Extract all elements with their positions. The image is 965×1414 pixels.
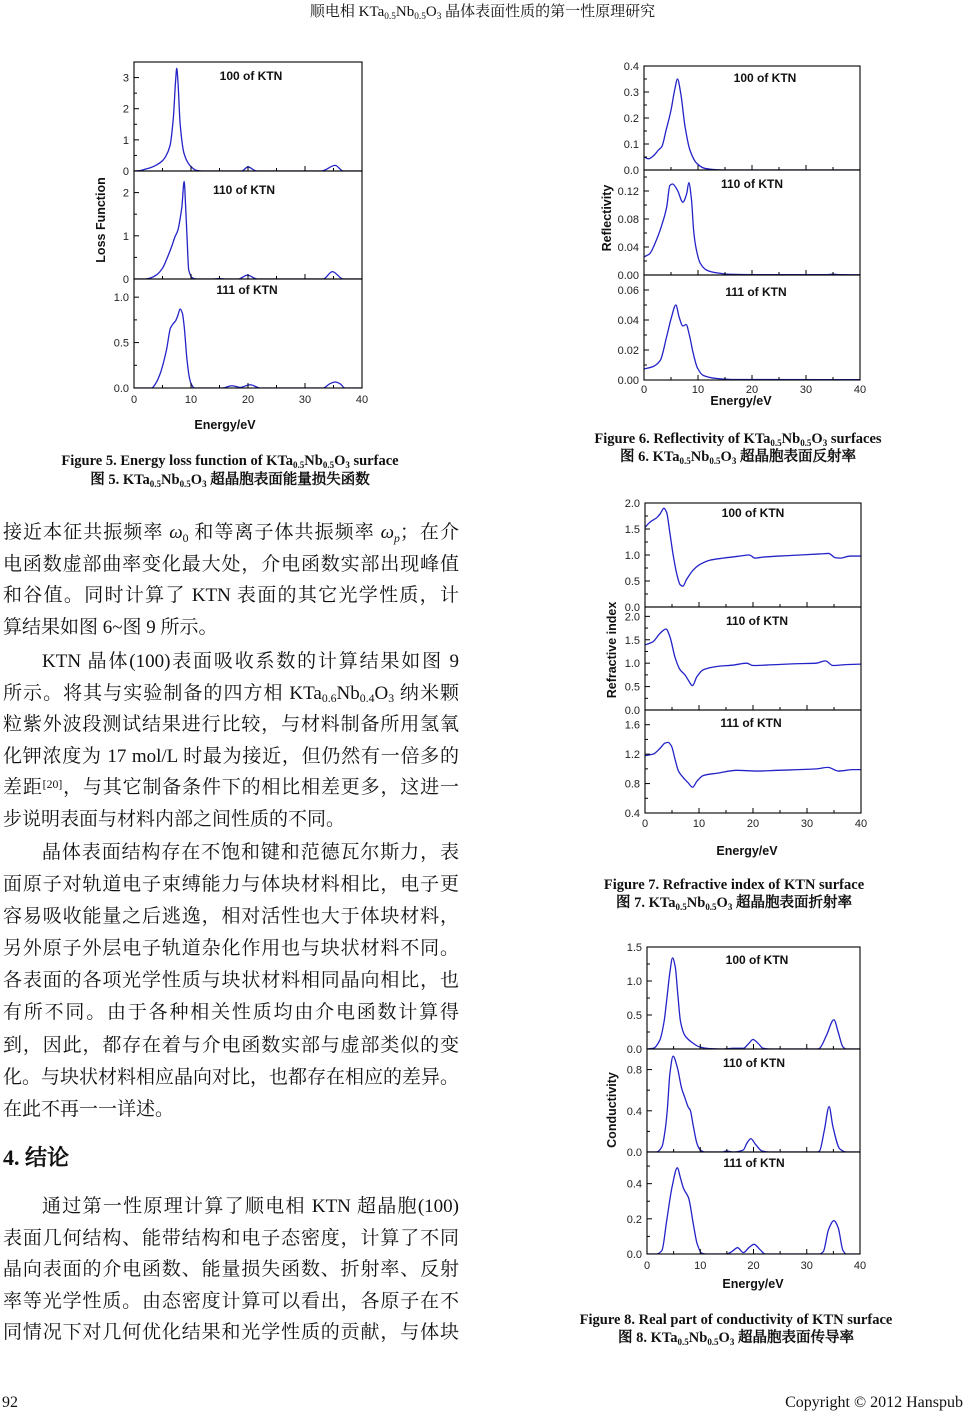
series-line bbox=[134, 68, 362, 171]
y-tick-label: 0.8 bbox=[624, 778, 640, 791]
subscript: 0.5 bbox=[709, 455, 721, 466]
y-tick-label: 0.06 bbox=[617, 285, 639, 297]
y-tick-label: 0.4 bbox=[626, 1105, 642, 1118]
y-tick-label: 0.04 bbox=[617, 242, 639, 254]
subscript: 3 bbox=[345, 459, 350, 470]
text-line bbox=[3, 709, 459, 741]
y-tick-label: 0.08 bbox=[617, 214, 639, 226]
text-line bbox=[3, 933, 459, 965]
chart-panel bbox=[625, 607, 861, 717]
text-run: 到，因此，都存在着与介电函数实部与虚部类似的变 bbox=[3, 1034, 459, 1056]
text-run: 晶体表面性质的第一性原理研究 bbox=[441, 4, 656, 20]
subscript: 0.6 bbox=[321, 692, 337, 706]
y-tick-label: 0 bbox=[122, 166, 129, 178]
chart-panel bbox=[627, 942, 860, 1056]
y-tick-label: 3 bbox=[122, 72, 129, 85]
y-tick-label: 0.0 bbox=[624, 602, 640, 614]
y-tick-label: 1 bbox=[122, 134, 129, 147]
chart-panel bbox=[123, 171, 362, 286]
text-run: 表面几何结构、能带结构和电子态密度，计算了不同 bbox=[3, 1227, 459, 1249]
text-line bbox=[3, 869, 459, 901]
text-run: 电函数虚部曲率变化最大处，介电函数实部出现峰值 bbox=[3, 553, 459, 575]
text-run: 接近本征共振频率 bbox=[3, 522, 170, 543]
panel-title: 110 of KTN bbox=[725, 614, 789, 628]
subscript: 0.5 bbox=[414, 11, 426, 22]
y-tick-label: 1.0 bbox=[626, 976, 642, 988]
x-tick-label: 10 bbox=[692, 818, 706, 830]
text-run: 超晶胞表面反射率 bbox=[736, 449, 856, 465]
text-run: O bbox=[190, 472, 203, 488]
series-line bbox=[644, 183, 860, 275]
y-tick-label: 0.00 bbox=[617, 375, 639, 387]
text-run: 纳米颗 bbox=[394, 682, 459, 704]
y-tick-label: 1.2 bbox=[624, 749, 640, 762]
text-run: O bbox=[720, 449, 732, 465]
text-run: KTN 晶体(100)表面吸收系数的计算结果如图 9 bbox=[42, 651, 459, 672]
subscript: 3 bbox=[822, 437, 828, 448]
paragraph bbox=[3, 646, 459, 836]
y-tick-label: 1.5 bbox=[624, 524, 640, 536]
caption-chinese bbox=[0, 471, 460, 490]
text-run: Nb bbox=[781, 431, 801, 447]
y-tick-label: 0.4 bbox=[626, 1178, 642, 1191]
text-run: 在此不再一一详述。 bbox=[3, 1098, 175, 1120]
y-tick-label: 2.0 bbox=[624, 498, 640, 510]
subscript: 0.5 bbox=[800, 437, 812, 448]
x-tick-label: 30 bbox=[799, 384, 813, 396]
text-line bbox=[3, 741, 459, 773]
y-tick-label: 1.0 bbox=[113, 292, 129, 305]
text-run: 另外原子外层电子轨道杂化作用也与块状材料不同。 bbox=[3, 938, 459, 960]
text-line bbox=[3, 517, 459, 549]
text-run: 所示。将其与实验制备的四方相 KTa bbox=[3, 682, 322, 704]
x-tick-label: 20 bbox=[745, 384, 759, 396]
text-run: Nb bbox=[304, 453, 323, 469]
caption-english bbox=[560, 430, 916, 448]
y-tick-label: 0.1 bbox=[623, 139, 639, 151]
text-run: 有所不同。由于各种相关性质均由介电函数计算得 bbox=[3, 1002, 459, 1024]
subscript: 0.5 bbox=[677, 1336, 689, 1347]
math-symbol: ω bbox=[169, 522, 183, 543]
y-tick-label: 0.12 bbox=[617, 186, 639, 198]
text-run: Figure 6. Reflectivity of KTa bbox=[594, 431, 771, 447]
text-run: ；在介 bbox=[399, 522, 459, 543]
text-run: 图 6. KTa bbox=[620, 449, 680, 465]
text-run: 图 5. KTa bbox=[90, 472, 150, 488]
caption-english bbox=[0, 452, 460, 471]
x-tick-label: 10 bbox=[184, 394, 198, 406]
series-line bbox=[647, 958, 860, 1049]
text-line bbox=[3, 1286, 459, 1318]
subscript: 3 bbox=[436, 11, 442, 22]
subscript: 0.5 bbox=[293, 459, 305, 470]
chart-panel bbox=[627, 1152, 860, 1261]
panel-title: 100 of KTN bbox=[725, 953, 789, 967]
text-line bbox=[3, 1062, 459, 1094]
x-tick-label: 40 bbox=[854, 818, 868, 830]
x-tick-label: 0 bbox=[643, 1260, 651, 1272]
text-line bbox=[3, 1317, 459, 1349]
y-tick-label: 0.0 bbox=[113, 383, 129, 395]
chart-panel bbox=[624, 61, 860, 177]
x-tick-label: 30 bbox=[800, 1260, 813, 1272]
paragraph bbox=[3, 837, 459, 1126]
text-run: 粒紫外波段测试结果进行比较，与材料制备所用氢氧 bbox=[3, 714, 459, 736]
y-tick-label: 0.5 bbox=[113, 337, 129, 350]
text-run: Figure 5. Energy loss function of KTa bbox=[61, 453, 294, 469]
x-tick-label: 30 bbox=[298, 394, 312, 406]
text-line bbox=[3, 1094, 459, 1126]
series-line bbox=[644, 79, 860, 170]
chart-panel bbox=[627, 1049, 860, 1159]
x-tick-label: 20 bbox=[746, 818, 760, 830]
text-run: O bbox=[718, 1330, 730, 1346]
chart-panel bbox=[618, 275, 860, 387]
refractive-index-chart bbox=[590, 490, 880, 865]
y-tick-label: 0.0 bbox=[626, 1044, 642, 1056]
panel-title: 110 of KTN bbox=[212, 183, 276, 197]
series-line bbox=[647, 1056, 860, 1152]
subscript: 3 bbox=[729, 1336, 735, 1347]
text-run: 差距 bbox=[3, 777, 43, 799]
y-tick-label: 0 bbox=[122, 274, 129, 286]
subscript: 0.4 bbox=[359, 692, 375, 706]
subscript: 0.5 bbox=[322, 459, 335, 470]
text-line bbox=[3, 837, 459, 869]
math-symbol: ω bbox=[380, 522, 394, 543]
x-tick-label: 30 bbox=[800, 818, 814, 830]
y-tick-label: 1.5 bbox=[624, 634, 640, 647]
subscript: 3 bbox=[388, 692, 395, 706]
series-line bbox=[644, 305, 860, 380]
figure-7-caption bbox=[556, 876, 912, 912]
subscript: 0.5 bbox=[679, 455, 691, 466]
text-run: O bbox=[425, 4, 437, 20]
y-tick-label: 1.0 bbox=[624, 658, 640, 671]
text-line bbox=[3, 901, 459, 933]
text-run: 面原子对轨道电子束缚能力与体块材料相比，电子更 bbox=[3, 874, 459, 896]
subscript: 3 bbox=[731, 455, 737, 466]
y-tick-label: 0.5 bbox=[624, 576, 640, 588]
series-line bbox=[645, 629, 861, 686]
text-run: 晶向表面的介电函数、能量损失函数、折射率、反射 bbox=[3, 1259, 459, 1281]
caption-chinese bbox=[560, 448, 916, 466]
subscript: 0.5 bbox=[707, 1336, 719, 1347]
text-run: Nb bbox=[336, 682, 360, 704]
subscript: 0.5 bbox=[675, 901, 687, 912]
text-run: 通过第一性原理计算了顺电相 KTN 超晶胞(100) bbox=[42, 1196, 459, 1217]
panel-title: 110 of KTN bbox=[720, 177, 784, 191]
panel-title: 110 of KTN bbox=[722, 1056, 786, 1070]
y-tick-label: 0.0 bbox=[624, 705, 640, 717]
y-tick-label: 2 bbox=[122, 187, 129, 200]
text-run: Nb bbox=[161, 472, 180, 488]
chart-panel bbox=[114, 279, 362, 395]
y-tick-label: 0.0 bbox=[626, 1147, 642, 1159]
subscript: 0 bbox=[182, 531, 189, 545]
caption-chinese bbox=[558, 1329, 914, 1347]
text-run: O bbox=[374, 682, 389, 704]
math-subscript: p bbox=[393, 531, 400, 545]
text-line bbox=[3, 580, 459, 612]
subscript: 0.5 bbox=[770, 437, 782, 448]
series-line bbox=[647, 1168, 860, 1254]
text-run: 顺电相 KTa bbox=[309, 4, 385, 20]
panel-title: 111 of KTN bbox=[725, 285, 787, 299]
text-line bbox=[3, 678, 459, 710]
text-line bbox=[3, 646, 459, 678]
y-tick-label: 0.4 bbox=[623, 61, 639, 73]
x-axis-label: Energy/eV bbox=[710, 394, 772, 408]
x-tick-label: 40 bbox=[853, 384, 867, 396]
panel-title: 111 of KTN bbox=[216, 283, 278, 297]
subscript: 0.5 bbox=[384, 11, 396, 22]
y-axis-label: Reflectivity bbox=[600, 184, 614, 252]
y-tick-label: 0.4 bbox=[624, 808, 640, 820]
text-run: 晶体表面结构存在不饱和键和范德瓦尔斯力，表 bbox=[42, 842, 459, 863]
text-run: 和谷值。同时计算了 KTN 表面的其它光学性质，计 bbox=[3, 585, 459, 607]
text-run: 率等光学性质。由态密度计算可以看出，各原子在不 bbox=[3, 1290, 459, 1312]
loss-function-chart bbox=[80, 50, 380, 440]
text-run: O bbox=[811, 431, 823, 447]
text-run: O bbox=[716, 895, 728, 911]
text-run: 化。与块状材料相应晶向对比，也都存在相应的差异。 bbox=[3, 1066, 460, 1088]
y-axis-label: Loss Function bbox=[94, 177, 108, 263]
x-tick-label: 40 bbox=[355, 394, 369, 406]
text-run: Figure 8. Real part of conductivity of KTN surface bbox=[579, 1312, 893, 1328]
text-line bbox=[3, 1191, 459, 1223]
copyright-notice: Copyright © 2012 Hanspub bbox=[785, 1394, 963, 1411]
reflectivity-chart bbox=[590, 55, 880, 410]
x-tick-label: 40 bbox=[853, 1260, 867, 1272]
panel-title: 111 of KTN bbox=[720, 716, 782, 730]
subscript: 0.5 bbox=[179, 478, 191, 489]
chart-panel bbox=[618, 170, 860, 282]
y-tick-label: 1.5 bbox=[626, 942, 642, 954]
running-title bbox=[0, 3, 965, 21]
text-run: 同情况下对几何优化结果和光学性质的贡献，与体块 bbox=[3, 1322, 459, 1344]
y-axis-label: Refractive index bbox=[605, 601, 619, 699]
series-line bbox=[645, 742, 861, 787]
text-run: 容易吸收能量之后逃逸，相对活性也大于体块材料， bbox=[3, 906, 459, 928]
y-tick-label: 1.6 bbox=[624, 719, 640, 732]
y-tick-label: 2.0 bbox=[624, 611, 640, 624]
text-run: 图 7. KTa bbox=[616, 895, 676, 911]
y-tick-label: 0.5 bbox=[624, 681, 640, 694]
text-line bbox=[3, 997, 459, 1029]
subscript: 3 bbox=[202, 478, 207, 489]
subscript: 0.5 bbox=[149, 478, 162, 489]
y-tick-label: 1.0 bbox=[624, 550, 640, 562]
x-axis-label: Energy/eV bbox=[722, 1277, 784, 1291]
figure-5-caption bbox=[0, 452, 460, 490]
y-tick-label: 0.3 bbox=[623, 87, 639, 99]
section-heading: 4. 结论 bbox=[3, 1145, 70, 1170]
paragraph bbox=[3, 517, 459, 643]
superscript: [20] bbox=[42, 777, 63, 791]
text-run: O bbox=[334, 453, 346, 469]
text-run: 各表面的各项光学性质与块状材料相同晶向相比，也 bbox=[3, 970, 459, 992]
x-tick-label: 0 bbox=[641, 818, 649, 830]
caption-english bbox=[558, 1311, 914, 1329]
conductivity-chart bbox=[590, 935, 880, 1295]
y-tick-label: 0.0 bbox=[626, 1249, 642, 1261]
text-run: Nb bbox=[395, 4, 415, 20]
text-line bbox=[3, 804, 459, 836]
text-run: 超晶胞表面能量损失函数 bbox=[206, 472, 370, 488]
panel-title: 100 of KTN bbox=[721, 506, 785, 520]
x-axis-label: Energy/eV bbox=[194, 418, 256, 432]
y-tick-label: 0.2 bbox=[626, 1213, 642, 1226]
page-number: 92 bbox=[2, 1394, 18, 1411]
subscript: 0.5 bbox=[705, 901, 717, 912]
y-tick-label: 0.0 bbox=[623, 165, 639, 177]
panel-title: 100 of KTN bbox=[733, 71, 797, 85]
y-tick-label: 0.8 bbox=[626, 1064, 642, 1077]
panel-title: 100 of KTN bbox=[219, 69, 283, 83]
text-run: Nb bbox=[686, 895, 706, 911]
text-line bbox=[3, 1030, 459, 1062]
x-tick-label: 10 bbox=[694, 1260, 707, 1272]
text-run: Figure 7. Refractive index of KTN surface bbox=[603, 877, 865, 893]
text-run: Nb bbox=[690, 449, 710, 465]
y-tick-label: 0.00 bbox=[617, 270, 639, 282]
text-run: 超晶胞表面折射率 bbox=[732, 895, 852, 911]
text-line bbox=[3, 965, 459, 997]
series-line bbox=[134, 309, 362, 388]
x-tick-label: 10 bbox=[691, 384, 705, 396]
figure-6-caption bbox=[560, 430, 916, 466]
y-tick-label: 0.2 bbox=[623, 113, 639, 125]
panel-title: 111 of KTN bbox=[723, 1156, 785, 1170]
caption-chinese bbox=[556, 894, 912, 912]
text-line bbox=[3, 1223, 459, 1255]
y-tick-label: 1 bbox=[122, 230, 129, 243]
y-axis-label: Conductivity bbox=[605, 1072, 619, 1148]
text-run: 化钾浓度为 17 mol/L 时最为接近，但仍然有一倍多的 bbox=[3, 745, 459, 767]
text-run: ，与其它制备条件下的相比相差更多，这进一 bbox=[62, 777, 459, 799]
chart-panel bbox=[625, 710, 861, 820]
text-run: 算结果如图 6~图 9 所示。 bbox=[3, 616, 218, 638]
subscript: 3 bbox=[727, 901, 733, 912]
text-line bbox=[3, 612, 459, 644]
text-run: 超晶胞表面传导率 bbox=[734, 1330, 854, 1346]
text-run: surface bbox=[349, 453, 399, 469]
x-tick-label: 0 bbox=[640, 384, 648, 396]
y-tick-label: 2 bbox=[122, 103, 129, 116]
text-line bbox=[3, 549, 459, 581]
text-run: 和等离子体共振频率 bbox=[188, 522, 381, 543]
y-tick-label: 0.5 bbox=[626, 1010, 642, 1022]
paragraph bbox=[3, 1191, 459, 1349]
y-tick-label: 0.02 bbox=[617, 345, 639, 357]
x-axis-label: Energy/eV bbox=[716, 844, 778, 858]
text-line bbox=[3, 1254, 459, 1286]
x-tick-label: 20 bbox=[241, 394, 255, 406]
text-run: surfaces bbox=[827, 431, 882, 447]
caption-english bbox=[556, 876, 912, 894]
y-tick-label: 0.04 bbox=[617, 315, 639, 327]
text-run: Nb bbox=[688, 1330, 708, 1346]
text-run: 步说明表面与材料内部之间性质的不同。 bbox=[3, 808, 346, 830]
figure-8-caption bbox=[558, 1311, 914, 1347]
x-tick-label: 0 bbox=[130, 394, 138, 406]
chart-panel bbox=[123, 62, 362, 178]
text-line bbox=[3, 772, 459, 804]
text-run: 图 8. KTa bbox=[618, 1330, 678, 1346]
chart-panel bbox=[625, 498, 861, 614]
x-tick-label: 20 bbox=[747, 1260, 760, 1272]
